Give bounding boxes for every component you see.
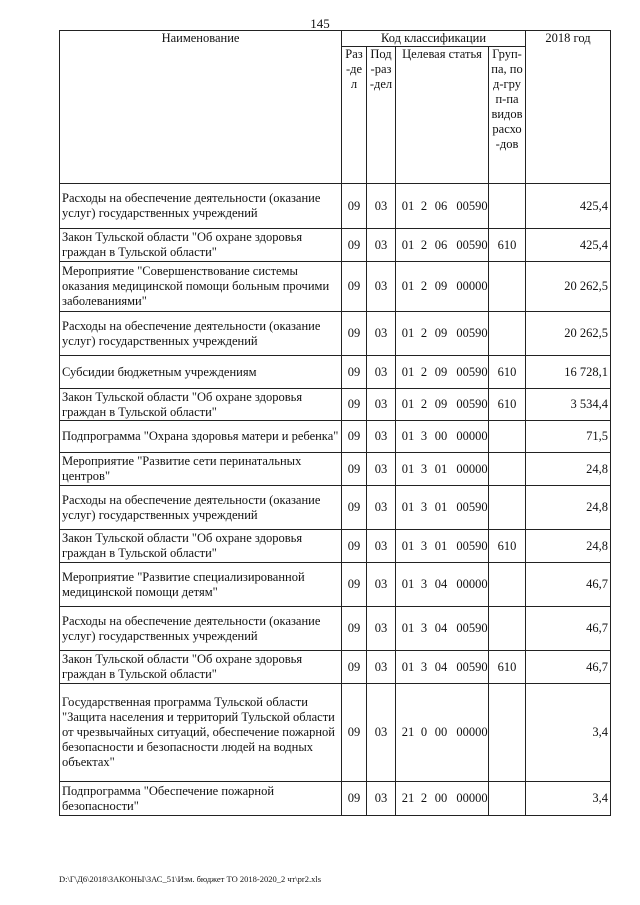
row-name: Расходы на обеспечение деятельности (оказание услуг) государственных учреждений: [60, 312, 342, 356]
row-podrazdel: 03: [367, 229, 396, 262]
target-program: 01: [401, 326, 415, 340]
row-amount: 3,4: [526, 684, 611, 782]
target-subprogram: 2: [420, 198, 428, 213]
row-name: Субсидии бюджетным учреждениям: [60, 356, 342, 389]
header-code-group: Код классификации: [342, 31, 526, 47]
table-row: [60, 651, 611, 684]
row-podrazdel: 03: [367, 262, 396, 312]
row-amount: 20 262,5: [526, 262, 611, 312]
row-vid: [489, 184, 526, 229]
target-direction: 00590: [456, 659, 488, 674]
row-name: Расходы на обеспечение деятельности (оказание услуг) государственных учреждений: [60, 486, 342, 530]
target-program: 01: [401, 538, 415, 553]
row-razdel: 09: [342, 453, 367, 486]
row-podrazdel: 03: [367, 486, 396, 530]
target-subprogram: 2: [420, 397, 428, 411]
header-target: Целевая статья: [396, 47, 489, 184]
table-row: [60, 356, 611, 389]
row-amount: 46,7: [526, 563, 611, 607]
target-direction: 00590: [456, 364, 488, 379]
target-program: 01: [401, 461, 415, 476]
row-vid: [489, 563, 526, 607]
table-row: [60, 229, 611, 262]
row-razdel: 09: [342, 782, 367, 816]
target-direction: 00590: [456, 500, 488, 514]
target-event: 06: [434, 237, 448, 252]
footer-file-path: D:\Г\Д6\2018\ЗАКОНЫ\ЗАС_51\Изм. бюджет ТО 2018-2020_2 чт\pr2.xls: [59, 874, 322, 884]
row-name: Закон Тульской области "Об охране здоровья граждан в Тульской области": [60, 389, 342, 421]
row-podrazdel: 03: [367, 421, 396, 453]
row-razdel: 09: [342, 229, 367, 262]
target-direction: 00000: [456, 791, 488, 805]
row-razdel: 09: [342, 563, 367, 607]
row-target: [396, 356, 489, 389]
row-name: Подпрограмма "Обеспечение пожарной безопасности": [60, 782, 342, 816]
table-row: [60, 684, 611, 782]
header-razdel: Раз-дел: [342, 47, 367, 184]
row-target: [396, 453, 489, 486]
target-direction: 00590: [456, 538, 488, 553]
row-amount: 71,5: [526, 421, 611, 453]
row-vid: [489, 262, 526, 312]
header-podrazdel: Под-раз-дел: [367, 47, 396, 184]
row-target: [396, 651, 489, 684]
target-event: 01: [434, 500, 448, 514]
row-podrazdel: 03: [367, 184, 396, 229]
target-event: 01: [434, 461, 448, 476]
row-amount: 16 728,1: [526, 356, 611, 389]
row-vid: [489, 782, 526, 816]
row-vid: [489, 684, 526, 782]
row-podrazdel: 03: [367, 530, 396, 563]
budget-table: [59, 30, 611, 816]
row-podrazdel: 03: [367, 356, 396, 389]
header-name: Наименование: [60, 31, 342, 184]
row-razdel: 09: [342, 184, 367, 229]
row-target: [396, 607, 489, 651]
target-program: 21: [401, 725, 415, 739]
target-event: 09: [434, 364, 448, 379]
table-row: [60, 563, 611, 607]
target-event: 06: [434, 198, 448, 213]
target-event: 01: [434, 538, 448, 553]
row-amount: 3 534,4: [526, 389, 611, 421]
row-razdel: 09: [342, 262, 367, 312]
row-razdel: 09: [342, 486, 367, 530]
row-target: [396, 530, 489, 563]
target-subprogram: 3: [420, 429, 428, 443]
row-name: Закон Тульской области "Об охране здоровья граждан в Тульской области": [60, 530, 342, 563]
row-name: Расходы на обеспечение деятельности (оказание услуг) государственных учреждений: [60, 184, 342, 229]
row-vid: 610: [489, 356, 526, 389]
target-direction: 00590: [456, 198, 488, 213]
target-direction: 00000: [456, 725, 488, 739]
row-target: [396, 782, 489, 816]
row-razdel: 09: [342, 684, 367, 782]
table-row: [60, 262, 611, 312]
target-direction: 00590: [456, 621, 488, 635]
target-event: 09: [434, 397, 448, 411]
row-amount: 3,4: [526, 782, 611, 816]
target-subprogram: 3: [420, 659, 428, 674]
target-direction: 00000: [456, 429, 488, 443]
row-razdel: 09: [342, 356, 367, 389]
target-subprogram: 2: [420, 791, 428, 805]
target-direction: 00590: [456, 326, 488, 340]
row-podrazdel: 03: [367, 389, 396, 421]
row-target: [396, 684, 489, 782]
target-subprogram: 3: [420, 500, 428, 514]
row-name: Мероприятие "Развитие специализированной медицинской помощи детям": [60, 563, 342, 607]
target-program: 01: [401, 364, 415, 379]
target-direction: 00000: [456, 577, 488, 591]
row-name: Закон Тульской области "Об охране здоровья граждан в Тульской области": [60, 651, 342, 684]
target-subprogram: 2: [420, 237, 428, 252]
row-name: Государственная программа Тульской области "Защита населения и территорий Тульской области от чрезвычайных ситуаций, обеспечение пожарной безопасности и безопасности людей на водных объектах": [60, 684, 342, 782]
target-event: 00: [434, 725, 448, 739]
target-subprogram: 3: [420, 577, 428, 591]
row-name: Мероприятие "Совершенствование системы оказания медицинской помощи больным прочими заболеваниями": [60, 262, 342, 312]
row-razdel: 09: [342, 530, 367, 563]
row-target: [396, 563, 489, 607]
target-subprogram: 2: [420, 279, 428, 293]
table-row: [60, 184, 611, 229]
row-target: [396, 486, 489, 530]
target-subprogram: 2: [420, 326, 428, 340]
row-name: Мероприятие "Развитие сети перинатальных центров": [60, 453, 342, 486]
row-amount: 20 262,5: [526, 312, 611, 356]
target-program: 01: [401, 397, 415, 411]
row-amount: 425,4: [526, 184, 611, 229]
header-vid: Груп-па, под-груп-па видов расхо-дов: [489, 47, 526, 184]
row-target: [396, 312, 489, 356]
target-program: 21: [401, 791, 415, 805]
row-razdel: 09: [342, 312, 367, 356]
row-podrazdel: 03: [367, 782, 396, 816]
target-program: 01: [401, 237, 415, 252]
target-subprogram: 2: [420, 364, 428, 379]
row-vid: 610: [489, 530, 526, 563]
target-direction: 00590: [456, 237, 488, 252]
target-subprogram: 3: [420, 461, 428, 476]
row-podrazdel: 03: [367, 684, 396, 782]
target-event: 04: [434, 621, 448, 635]
page-number: 145: [310, 16, 330, 31]
row-podrazdel: 03: [367, 651, 396, 684]
row-vid: [489, 421, 526, 453]
row-podrazdel: 03: [367, 453, 396, 486]
row-razdel: 09: [342, 607, 367, 651]
target-program: 01: [401, 621, 415, 635]
row-amount: 24,8: [526, 453, 611, 486]
row-podrazdel: 03: [367, 607, 396, 651]
row-name: Расходы на обеспечение деятельности (оказание услуг) государственных учреждений: [60, 607, 342, 651]
row-target: [396, 421, 489, 453]
table-row: [60, 782, 611, 816]
table-row: [60, 530, 611, 563]
target-subprogram: 3: [420, 538, 428, 553]
table-row: [60, 607, 611, 651]
row-amount: 425,4: [526, 229, 611, 262]
row-vid: [489, 453, 526, 486]
target-event: 04: [434, 659, 448, 674]
table-body: [60, 184, 611, 816]
target-direction: 00000: [456, 279, 488, 293]
row-amount: 24,8: [526, 530, 611, 563]
row-target: [396, 389, 489, 421]
table-row: [60, 421, 611, 453]
table-row: [60, 312, 611, 356]
target-program: 01: [401, 429, 415, 443]
target-subprogram: 0: [420, 725, 428, 739]
row-name: Закон Тульской области "Об охране здоровья граждан в Тульской области": [60, 229, 342, 262]
row-vid: 610: [489, 229, 526, 262]
row-vid: 610: [489, 651, 526, 684]
target-program: 01: [401, 500, 415, 514]
target-program: 01: [401, 577, 415, 591]
row-amount: 46,7: [526, 607, 611, 651]
target-program: 01: [401, 659, 415, 674]
row-target: [396, 229, 489, 262]
target-event: 04: [434, 577, 448, 591]
row-razdel: 09: [342, 389, 367, 421]
target-program: 01: [401, 279, 415, 293]
table-row: [60, 389, 611, 421]
target-event: 09: [434, 279, 448, 293]
target-event: 09: [434, 326, 448, 340]
row-name: Подпрограмма "Охрана здоровья матери и ребенка": [60, 421, 342, 453]
row-razdel: 09: [342, 651, 367, 684]
row-vid: [489, 486, 526, 530]
header-year: 2018 год: [526, 31, 611, 184]
target-event: 00: [434, 791, 448, 805]
row-podrazdel: 03: [367, 312, 396, 356]
row-vid: 610: [489, 389, 526, 421]
target-event: 00: [434, 429, 448, 443]
row-razdel: 09: [342, 421, 367, 453]
row-target: [396, 262, 489, 312]
row-vid: [489, 312, 526, 356]
row-podrazdel: 03: [367, 563, 396, 607]
target-program: 01: [401, 198, 415, 213]
row-amount: 24,8: [526, 486, 611, 530]
row-amount: 46,7: [526, 651, 611, 684]
target-direction: 00590: [456, 397, 488, 411]
target-subprogram: 3: [420, 621, 428, 635]
table-row: [60, 453, 611, 486]
table-row: [60, 486, 611, 530]
row-target: [396, 184, 489, 229]
target-direction: 00000: [456, 461, 488, 476]
row-vid: [489, 607, 526, 651]
